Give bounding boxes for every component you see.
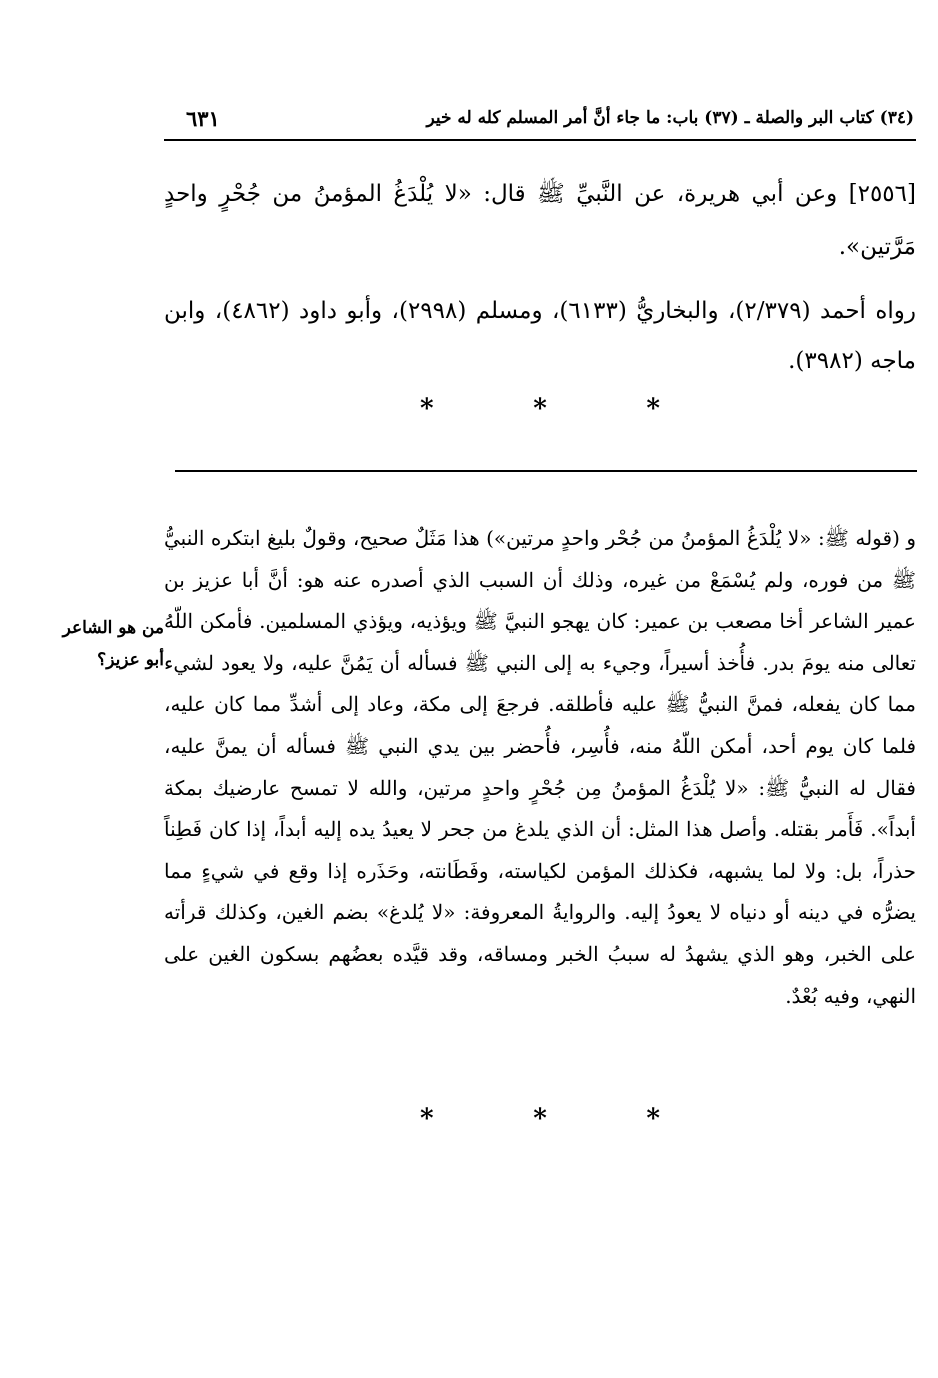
footnote-divider — [175, 470, 917, 472]
star-mark: * — [646, 394, 660, 424]
separator-stars-bottom — [420, 1104, 660, 1134]
commentary-text: و (قوله ﷺ: «لا يُلْدَغُ المؤمنُ من جُحْر واحدٍ مرتين») هذا مَثَلٌ صحيح، وقولٌ بليغ ابتكره النبيُّ ﷺ من فوره، ولم يُسْمَعْ من غيره، وذلك أن السبب الذي أصدره عنه هو: أنَّ أبا عزيز بن عمير الشاعر أخا مصعب بن عمير: كان يهجو النبيَّ ﷺ ويؤذيه، ويؤذي المسلمين. فأمكن اللّهُ تعالى منه يومَ بدر. فأُخذ أسيراً، وجيء به إلى النبي ﷺ فسأله أن يَمُنَّ عليه، ولا يعود لشيء مما كان يفعله، فمنَّ النبيُّ ﷺ عليه فأطلقه. فرجعَ إلى مكة، وعاد إلى أشدِّ مما كان عليه، فلما كان يوم أحد، أمكن اللّهُ منه، فأُسِر، فأُحضر بين يدي النبي ﷺ فسأله أن يمنَّ عليه، فقال له النبيُّ ﷺ: «لا يُلْدَغُ المؤمنُ مِن جُحْرٍ واحدٍ مرتين، والله لا تمسح عارضيك بمكة أبداً». فَأَمر بقتله. وأصل هذا المثل: أن الذي يلدغ من جحر لا يعيدُ يده إليه أبداً، إذا كان فَطِناً حذراً، بل: ولا لما يشبهه، فكذلك المؤمن لكياسته، وفَطَانته، وحَذَره إذا وقع في شيءٍ مما يضرُّه في دينه أو دنياه لا يعودُ إليه. والروايةُ المعروفة: «لا يُلدغ» بضم الغين، وكذلك قرأته على الخبر، وهو الذي يشهدُ له سببُ الخبر ومساقه، وقد قيَّده بعضُهم بسكون الغين على النهي، وفيه بُعْدٌ. — [164, 526, 916, 1008]
star-mark: * — [533, 1104, 547, 1134]
star-mark: * — [533, 394, 547, 424]
page-number: ٦٣١ — [186, 105, 220, 131]
takhrij-text: رواه أحمد (٢/٣٧٩)، والبخاريُّ (٦١٣٣)، ومسلم (٢٩٩٨)، وأبو داود (٤٨٦٢)، وابن ماجه (٣٩٨٢). — [164, 298, 916, 374]
running-header — [176, 100, 914, 136]
star-mark: * — [420, 394, 434, 424]
star-mark: * — [420, 1104, 434, 1134]
handwritten-margin-note: من هو الشاعر أبو عزيز؟ — [62, 618, 164, 670]
chapter-title: (٣٤) كتاب البر والصلة ـ (٣٧) باب: ما جاء أنَّ أمر المسلم كله له خير — [426, 108, 914, 128]
header-rule — [164, 139, 916, 141]
separator-stars-top — [420, 394, 660, 424]
hadith-text: [٢٥٥٦] وعن أبي هريرة، عن النَّبيِّ ﷺ قال: «لا يُلْدَغُ المؤمنُ من جُحْرٍ واحدٍ مَرَّتين». — [164, 181, 916, 260]
star-mark: * — [646, 1104, 660, 1134]
